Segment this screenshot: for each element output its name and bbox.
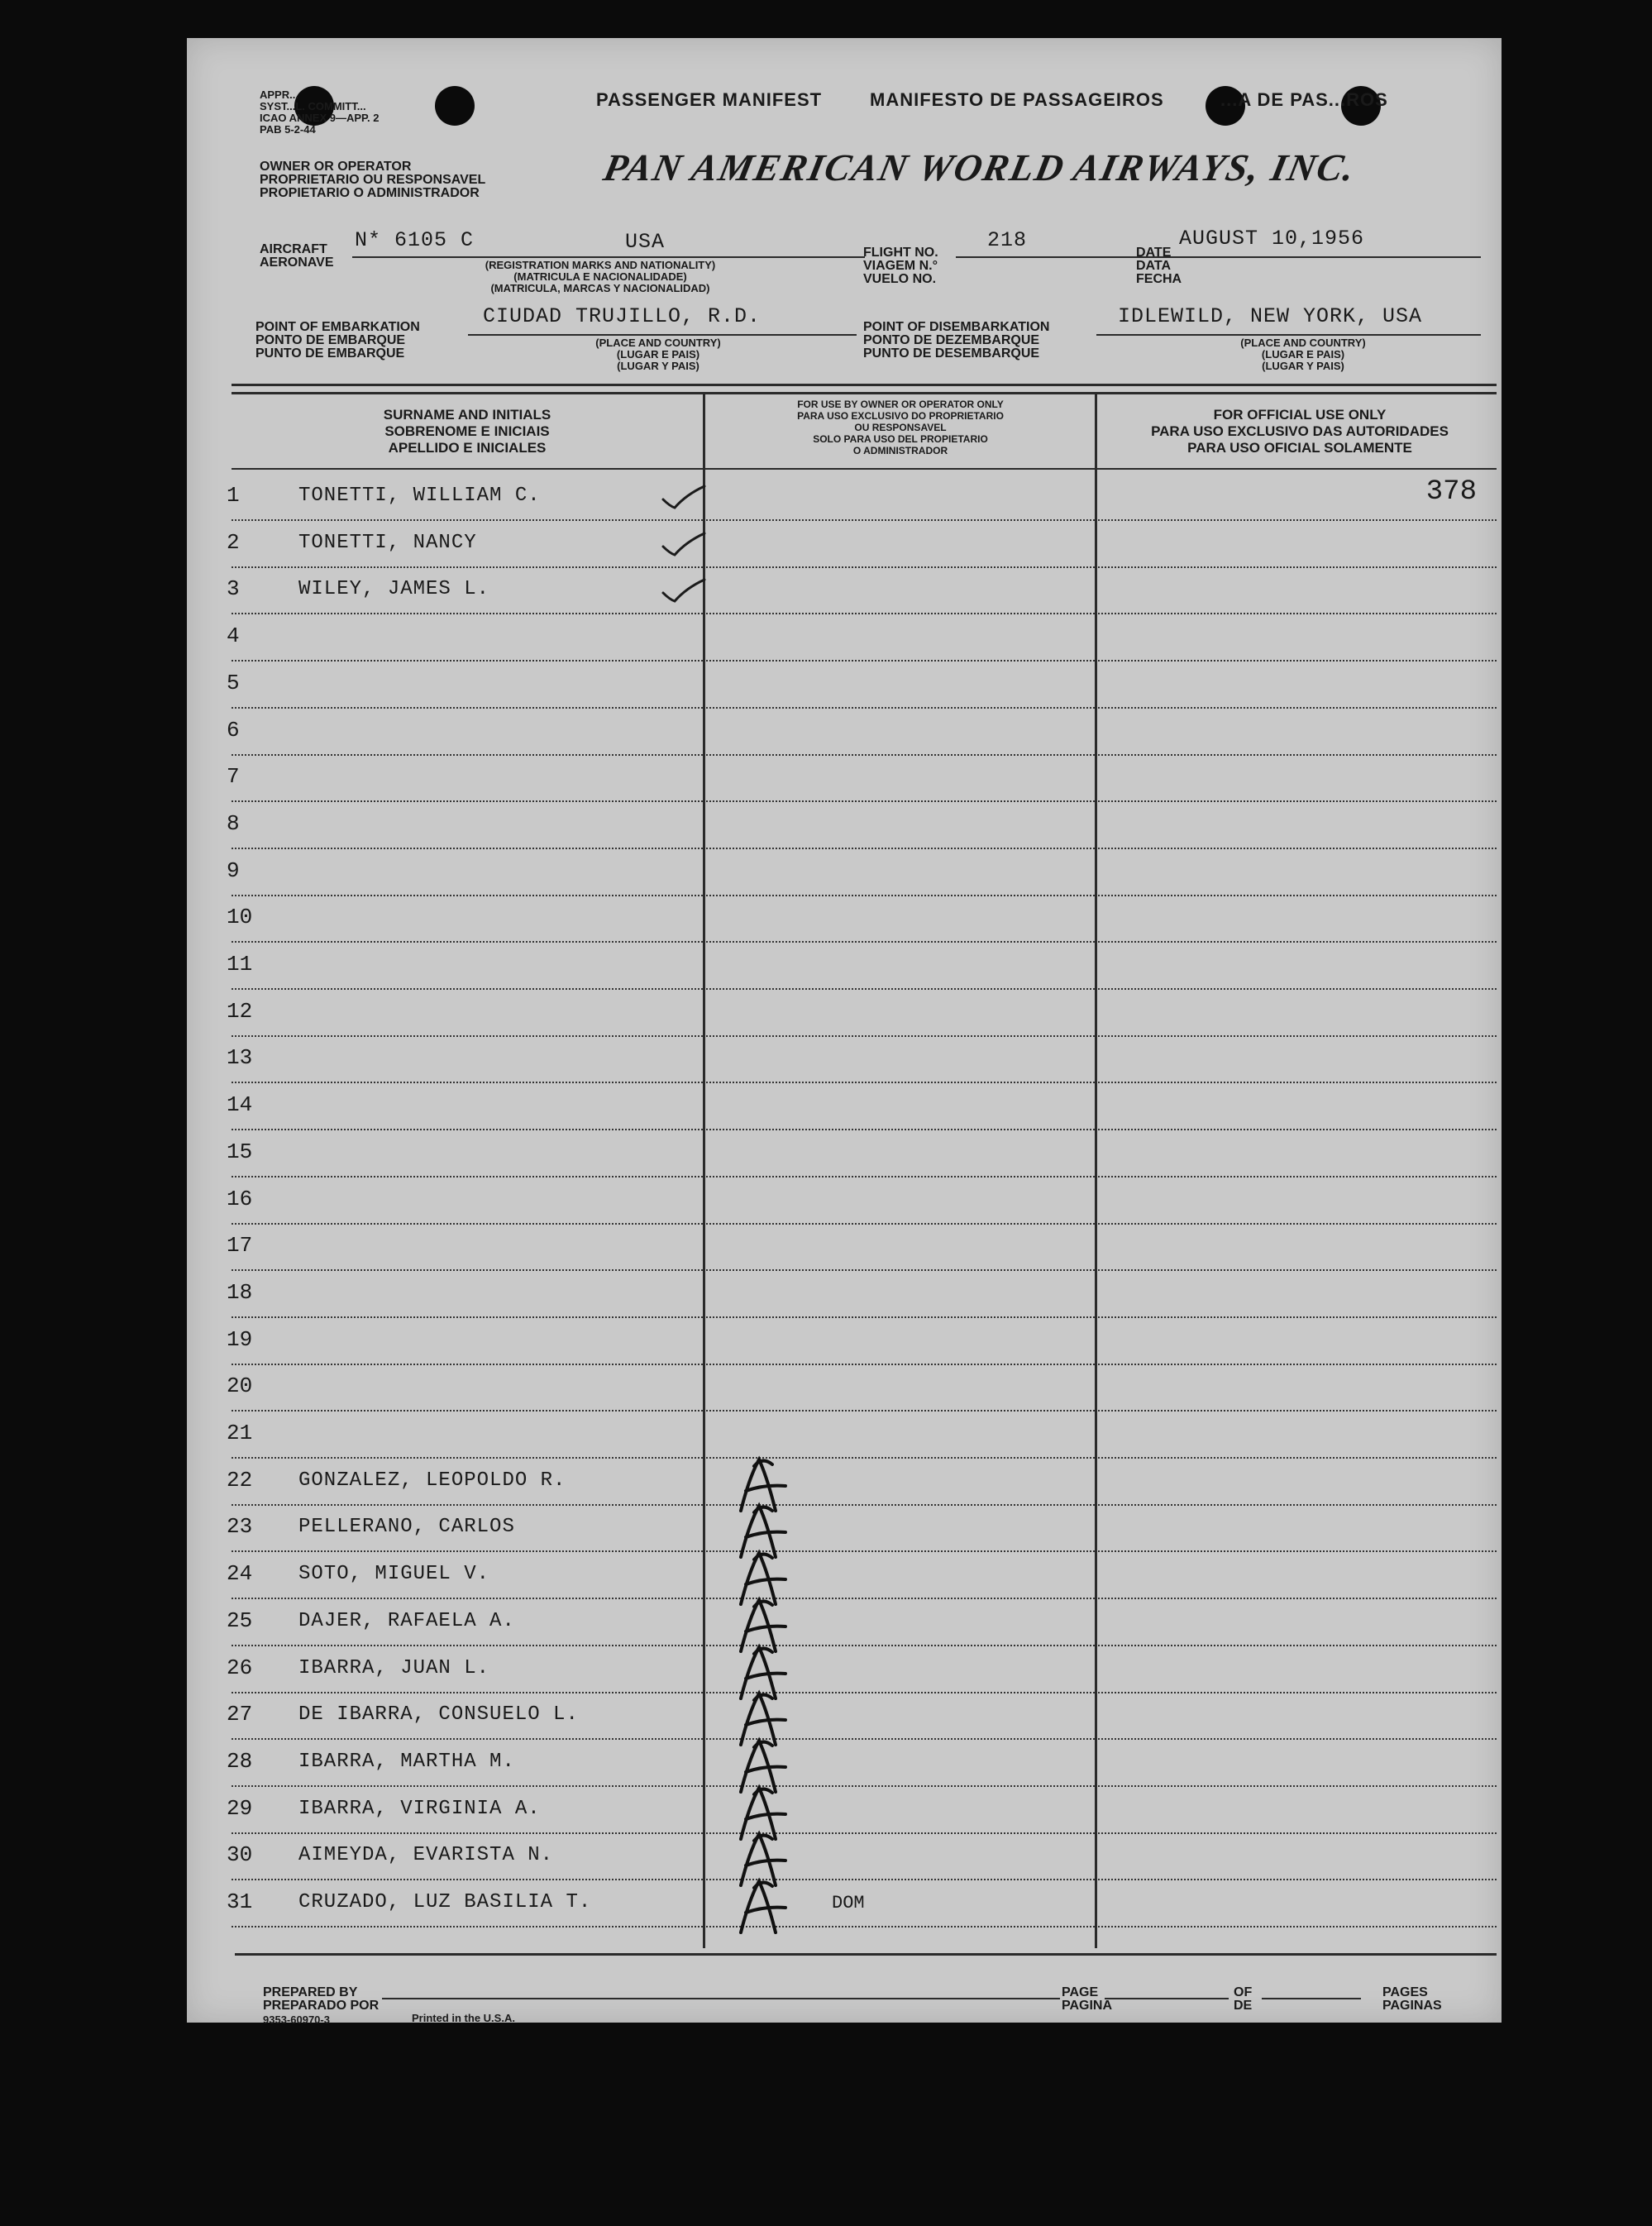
disembarkation-label-line: PONTO DE DEZEMBARQUE bbox=[863, 333, 1040, 347]
handwritten-a-mark-icon bbox=[724, 1875, 815, 1941]
row-number: 3 bbox=[227, 576, 240, 602]
row-rule bbox=[232, 1176, 703, 1177]
row-rule bbox=[706, 566, 1095, 568]
row-number: 19 bbox=[227, 1326, 253, 1352]
row-number: 8 bbox=[227, 810, 240, 836]
of-underline bbox=[1262, 1998, 1361, 1999]
table-top-rule bbox=[232, 392, 1497, 394]
of-label-line: OF bbox=[1234, 1985, 1253, 1999]
table-row bbox=[187, 1881, 1502, 1927]
column-header-line: APELLIDO E INICIALES bbox=[388, 440, 547, 456]
table-row bbox=[187, 1412, 1502, 1459]
passenger-name: IBARRA, JUAN L. bbox=[298, 1656, 490, 1679]
row-rule bbox=[1098, 754, 1497, 756]
approval-line: SYST...L. COMMITT... bbox=[260, 100, 366, 112]
table-row bbox=[187, 1506, 1502, 1552]
row-rule bbox=[232, 1316, 703, 1318]
row-number: 29 bbox=[227, 1795, 253, 1821]
row-rule bbox=[232, 613, 703, 614]
owner-label-en: OWNER OR OPERATOR bbox=[260, 160, 412, 174]
passenger-name: AIMEYDA, EVARISTA N. bbox=[298, 1844, 554, 1867]
title-portuguese: MANIFESTO DE PASSAGEIROS bbox=[870, 89, 1164, 110]
passenger-name: CRUZADO, LUZ BASILIA T. bbox=[298, 1891, 592, 1913]
row-rule bbox=[232, 1692, 703, 1693]
row-rule bbox=[706, 1082, 1095, 1083]
place-caption-line: (LUGAR E PAIS) bbox=[1261, 348, 1345, 361]
row-number: 17 bbox=[227, 1233, 253, 1259]
embarkation-point: CIUDAD TRUJILLO, R.D. bbox=[483, 304, 762, 328]
row-rule bbox=[232, 800, 703, 802]
passenger-name: PELLERANO, CARLOS bbox=[298, 1516, 515, 1539]
row-rule bbox=[1098, 1832, 1497, 1834]
title-english: PASSENGER MANIFEST bbox=[596, 89, 823, 110]
table-row bbox=[187, 1225, 1502, 1271]
aircraft-registration: N* 6105 C bbox=[355, 228, 475, 252]
row-rule bbox=[1098, 1550, 1497, 1552]
row-rule bbox=[706, 895, 1095, 896]
owner-label bbox=[260, 160, 485, 200]
printed-note: Printed in the U.S.A. bbox=[412, 2012, 515, 2024]
prepared-by-line: PREPARED BY bbox=[263, 1985, 358, 1999]
of-label bbox=[1234, 1986, 1252, 2013]
row-number: 9 bbox=[227, 857, 240, 883]
row-number: 31 bbox=[227, 1889, 253, 1914]
row-number: 26 bbox=[227, 1655, 253, 1680]
row-rule bbox=[706, 754, 1095, 756]
row-rule bbox=[1098, 1364, 1497, 1365]
flight-number: 218 bbox=[987, 228, 1028, 252]
row-rule bbox=[232, 1504, 703, 1506]
page-underline bbox=[1105, 1998, 1229, 1999]
column-header-rule bbox=[232, 468, 1497, 470]
column-header-line: FOR OFFICIAL USE ONLY bbox=[1213, 407, 1387, 423]
row-rule bbox=[232, 1550, 703, 1552]
row-number: 4 bbox=[227, 623, 240, 649]
row-rule bbox=[232, 1269, 703, 1271]
row-rule bbox=[1098, 1035, 1497, 1037]
table-row bbox=[187, 709, 1502, 756]
row-rule bbox=[232, 1832, 703, 1834]
row-rule bbox=[1098, 1129, 1497, 1130]
table-row bbox=[187, 1365, 1502, 1412]
flight-label bbox=[863, 246, 938, 286]
page-label-line: PAGE bbox=[1062, 1985, 1099, 1999]
table-row bbox=[187, 615, 1502, 662]
table-row bbox=[187, 1553, 1502, 1599]
table-row bbox=[187, 1272, 1502, 1318]
disembarkation-underline bbox=[1096, 334, 1481, 336]
row-rule bbox=[1098, 1504, 1497, 1506]
column-header-operator bbox=[706, 399, 1095, 456]
table-row bbox=[187, 475, 1502, 521]
punch-hole bbox=[435, 86, 475, 126]
row-rule bbox=[232, 1129, 703, 1130]
row-number: 5 bbox=[227, 670, 240, 695]
row-rule bbox=[232, 1879, 703, 1880]
row-rule bbox=[1098, 1223, 1497, 1225]
row-number: 30 bbox=[227, 1842, 253, 1868]
date-label bbox=[1136, 246, 1182, 286]
table-row bbox=[187, 1131, 1502, 1177]
page-label bbox=[1062, 1986, 1112, 2013]
row-number: 22 bbox=[227, 1467, 253, 1493]
approval-line: PAB 5-2-44 bbox=[260, 123, 316, 136]
table-row bbox=[187, 1834, 1502, 1880]
aircraft-nationality: USA bbox=[625, 230, 666, 254]
row-rule bbox=[1098, 707, 1497, 709]
column-header-line: SURNAME AND INITIALS bbox=[383, 407, 551, 423]
row-rule bbox=[1098, 1269, 1497, 1271]
place-caption-left bbox=[534, 337, 782, 372]
row-rule bbox=[706, 1364, 1095, 1365]
row-rule bbox=[706, 1223, 1095, 1225]
registration-caption bbox=[435, 260, 766, 294]
approval-block bbox=[260, 89, 380, 136]
column-header-line: O ADMINISTRADOR bbox=[852, 445, 948, 456]
row-number: 25 bbox=[227, 1607, 253, 1633]
prepared-by-underline bbox=[382, 1998, 1060, 1999]
approval-line: APPR... bbox=[260, 88, 298, 101]
table-row bbox=[187, 568, 1502, 614]
embarkation-underline bbox=[468, 334, 857, 336]
passenger-name: IBARRA, VIRGINIA A. bbox=[298, 1797, 541, 1820]
owner-label-pt: PROPRIETARIO OU RESPONSAVEL bbox=[260, 173, 486, 187]
row-rule bbox=[232, 1457, 703, 1459]
row-rule bbox=[1098, 1926, 1497, 1927]
row-rule bbox=[1098, 941, 1497, 943]
row-number: 12 bbox=[227, 998, 253, 1024]
passenger-name: DE IBARRA, CONSUELO L. bbox=[298, 1703, 579, 1727]
form-number: 9353-60970-3 bbox=[263, 2013, 330, 2026]
disembarkation-label-line: POINT OF DISEMBARKATION bbox=[863, 320, 1050, 334]
row-rule bbox=[1098, 1410, 1497, 1412]
column-header-name bbox=[232, 407, 703, 456]
pages-label bbox=[1382, 1986, 1442, 2013]
row-rule bbox=[706, 1316, 1095, 1318]
title-spanish: ...A DE PAS...ROS bbox=[1220, 89, 1388, 110]
row-rule bbox=[232, 1364, 703, 1365]
row-rule bbox=[232, 941, 703, 943]
row-number: 16 bbox=[227, 1186, 253, 1211]
embarkation-label-line: POINT OF EMBARKATION bbox=[255, 320, 420, 334]
disembarkation-point: IDLEWILD, NEW YORK, USA bbox=[1118, 304, 1423, 328]
registration-caption-line: (MATRICULA, MARCAS Y NACIONALIDAD) bbox=[490, 282, 710, 294]
of-label-line: DE bbox=[1234, 1999, 1253, 2013]
registration-caption-line: (MATRICULA E NACIONALIDADE) bbox=[513, 270, 687, 283]
row-rule bbox=[1098, 1316, 1497, 1318]
row-rule bbox=[1098, 660, 1497, 662]
check-mark-icon bbox=[658, 575, 708, 608]
row-rule bbox=[232, 1035, 703, 1037]
column-header-line: SOLO PARA USO DEL PROPIETARIO bbox=[813, 433, 988, 445]
table-bottom-rule bbox=[235, 1953, 1497, 1956]
row-number: 20 bbox=[227, 1373, 253, 1399]
row-rule bbox=[1098, 1738, 1497, 1740]
registration-caption-line: (REGISTRATION MARKS AND NATIONALITY) bbox=[485, 259, 716, 271]
row-rule bbox=[706, 848, 1095, 849]
row-number: 10 bbox=[227, 905, 253, 930]
row-rule bbox=[232, 1926, 703, 1927]
owner-label-es: PROPIETARIO O ADMINISTRADOR bbox=[260, 186, 480, 200]
flight-label-line: FLIGHT NO. bbox=[863, 246, 938, 260]
disembarkation-label-line: PUNTO DE DESEMBARQUE bbox=[863, 346, 1040, 361]
manifest-sheet bbox=[187, 38, 1502, 2026]
column-header-line: PARA USO EXCLUSIVO DO PROPRIETARIO bbox=[797, 410, 1004, 422]
row-rule bbox=[1098, 1692, 1497, 1693]
row-rule bbox=[232, 1645, 703, 1646]
row-rule bbox=[232, 988, 703, 990]
row-number: 1 bbox=[227, 483, 240, 508]
table-top-rule bbox=[232, 384, 1497, 386]
table-row bbox=[187, 850, 1502, 896]
flight-label-line: VIAGEM N.° bbox=[863, 259, 938, 273]
aircraft-label bbox=[260, 243, 334, 270]
row-rule bbox=[232, 1410, 703, 1412]
row-rule bbox=[1098, 1598, 1497, 1599]
place-caption-right bbox=[1179, 337, 1427, 372]
row-rule bbox=[1098, 848, 1497, 849]
approval-line: ICAO ANNEX 9—APP. 2 bbox=[260, 112, 380, 124]
row-number: 11 bbox=[227, 952, 253, 977]
row-rule bbox=[706, 1410, 1095, 1412]
row-rule bbox=[706, 800, 1095, 802]
row-rule bbox=[1098, 1457, 1497, 1459]
table-row bbox=[187, 803, 1502, 849]
row-rule bbox=[232, 566, 703, 568]
official-number: 378 bbox=[1425, 476, 1477, 508]
operator-code: DOM bbox=[832, 1893, 865, 1913]
table-row bbox=[187, 1319, 1502, 1365]
row-rule bbox=[706, 941, 1095, 943]
row-rule bbox=[706, 707, 1095, 709]
table-row bbox=[187, 1084, 1502, 1130]
row-number: 23 bbox=[227, 1514, 253, 1540]
date-underline bbox=[1179, 256, 1481, 258]
embarkation-label-line: PONTO DE EMBARQUE bbox=[255, 333, 406, 347]
check-mark-icon bbox=[658, 481, 708, 514]
date-label-line: FECHA bbox=[1136, 272, 1182, 286]
row-rule bbox=[1098, 1645, 1497, 1646]
row-rule bbox=[706, 519, 1095, 521]
row-rule bbox=[232, 1598, 703, 1599]
row-number: 15 bbox=[227, 1139, 253, 1164]
table-row bbox=[187, 1647, 1502, 1693]
pages-label-line: PAGINAS bbox=[1382, 1999, 1442, 2013]
passenger-name: TONETTI, NANCY bbox=[298, 531, 477, 554]
passenger-name: TONETTI, WILLIAM C. bbox=[298, 485, 541, 507]
prepared-by-label bbox=[263, 1986, 379, 2013]
row-rule bbox=[706, 660, 1095, 662]
row-number: 6 bbox=[227, 717, 240, 743]
row-rule bbox=[1098, 1176, 1497, 1177]
row-rule bbox=[232, 660, 703, 662]
row-rule bbox=[706, 1176, 1095, 1177]
aircraft-underline bbox=[352, 256, 865, 258]
row-rule bbox=[1098, 895, 1497, 896]
check-mark-icon bbox=[658, 528, 708, 561]
flight-label-line: VUELO NO. bbox=[863, 272, 937, 286]
column-header-line: PARA USO OFICIAL SOLAMENTE bbox=[1187, 440, 1412, 456]
row-rule bbox=[1098, 613, 1497, 614]
row-rule bbox=[1098, 1785, 1497, 1787]
row-number: 28 bbox=[227, 1748, 253, 1774]
row-rule bbox=[232, 1785, 703, 1787]
row-number: 18 bbox=[227, 1279, 253, 1305]
row-rule bbox=[706, 613, 1095, 614]
row-rule bbox=[1098, 800, 1497, 802]
row-rule bbox=[706, 1269, 1095, 1271]
row-rule bbox=[706, 988, 1095, 990]
row-rule bbox=[232, 848, 703, 849]
table-row bbox=[187, 1693, 1502, 1740]
aircraft-label-pt: AERONAVE bbox=[260, 256, 334, 270]
row-number: 14 bbox=[227, 1092, 253, 1118]
table-row bbox=[187, 991, 1502, 1037]
airline-name: PAN AMERICAN WORLD AIRWAYS, INC. bbox=[599, 146, 1360, 189]
date-label-line: DATA bbox=[1136, 259, 1172, 273]
row-rule bbox=[1098, 1879, 1497, 1880]
row-rule bbox=[232, 1738, 703, 1740]
row-rule bbox=[706, 1129, 1095, 1130]
table-row bbox=[187, 662, 1502, 709]
row-rule bbox=[232, 1223, 703, 1225]
row-rule bbox=[232, 707, 703, 709]
row-number: 21 bbox=[227, 1421, 253, 1445]
table-row bbox=[187, 1600, 1502, 1646]
column-header-line: PARA USO EXCLUSIVO DAS AUTORIDADES bbox=[1151, 423, 1449, 439]
place-caption-line: (LUGAR Y PAIS) bbox=[1262, 360, 1344, 372]
embarkation-label bbox=[255, 321, 420, 361]
place-caption-line: (LUGAR E PAIS) bbox=[616, 348, 700, 361]
table-row bbox=[187, 943, 1502, 990]
table-row bbox=[187, 1037, 1502, 1083]
row-rule bbox=[1098, 566, 1497, 568]
passenger-name: SOTO, MIGUEL V. bbox=[298, 1563, 490, 1586]
row-number: 27 bbox=[227, 1702, 253, 1727]
row-number: 13 bbox=[227, 1045, 253, 1071]
column-header-line: SOBRENOME E INICIAIS bbox=[384, 423, 550, 439]
row-rule bbox=[232, 895, 703, 896]
row-rule bbox=[232, 754, 703, 756]
table-row bbox=[187, 522, 1502, 568]
column-header-line: FOR USE BY OWNER OR OPERATOR ONLY bbox=[797, 399, 1004, 410]
row-rule bbox=[232, 1082, 703, 1083]
aircraft-label-en: AIRCRAFT bbox=[260, 242, 327, 256]
table-row bbox=[187, 1788, 1502, 1834]
column-header-official bbox=[1098, 407, 1502, 456]
pages-label-line: PAGES bbox=[1382, 1985, 1428, 1999]
row-rule bbox=[1098, 1082, 1497, 1083]
date-label-line: DATE bbox=[1136, 246, 1172, 260]
place-caption-line: (PLACE AND COUNTRY) bbox=[595, 337, 721, 349]
embarkation-label-line: PUNTO DE EMBARQUE bbox=[255, 346, 405, 361]
table-row bbox=[187, 756, 1502, 802]
row-rule bbox=[1098, 988, 1497, 990]
passenger-name: DAJER, RAFAELA A. bbox=[298, 1609, 515, 1632]
passenger-name: WILEY, JAMES L. bbox=[298, 578, 490, 601]
row-rule bbox=[232, 519, 703, 521]
row-rule bbox=[1098, 519, 1497, 521]
passenger-name: IBARRA, MARTHA M. bbox=[298, 1750, 515, 1773]
row-number: 2 bbox=[227, 529, 240, 555]
place-caption-line: (PLACE AND COUNTRY) bbox=[1240, 337, 1366, 349]
row-number: 7 bbox=[227, 764, 240, 790]
passenger-name: GONZALEZ, LEOPOLDO R. bbox=[298, 1469, 566, 1492]
column-header-line: OU RESPONSAVEL bbox=[854, 422, 947, 433]
table-row bbox=[187, 1741, 1502, 1787]
table-row bbox=[187, 1178, 1502, 1225]
row-rule bbox=[706, 1035, 1095, 1037]
place-caption-line: (LUGAR Y PAIS) bbox=[617, 360, 699, 372]
table-row bbox=[187, 1459, 1502, 1506]
prepared-by-line: PREPARADO POR bbox=[263, 1999, 380, 2013]
page-label-line: PAGINA bbox=[1062, 1999, 1113, 2013]
table-row bbox=[187, 896, 1502, 943]
row-number: 24 bbox=[227, 1561, 253, 1587]
flight-date: AUGUST 10,1956 bbox=[1179, 227, 1365, 251]
disembarkation-label bbox=[863, 321, 1049, 361]
